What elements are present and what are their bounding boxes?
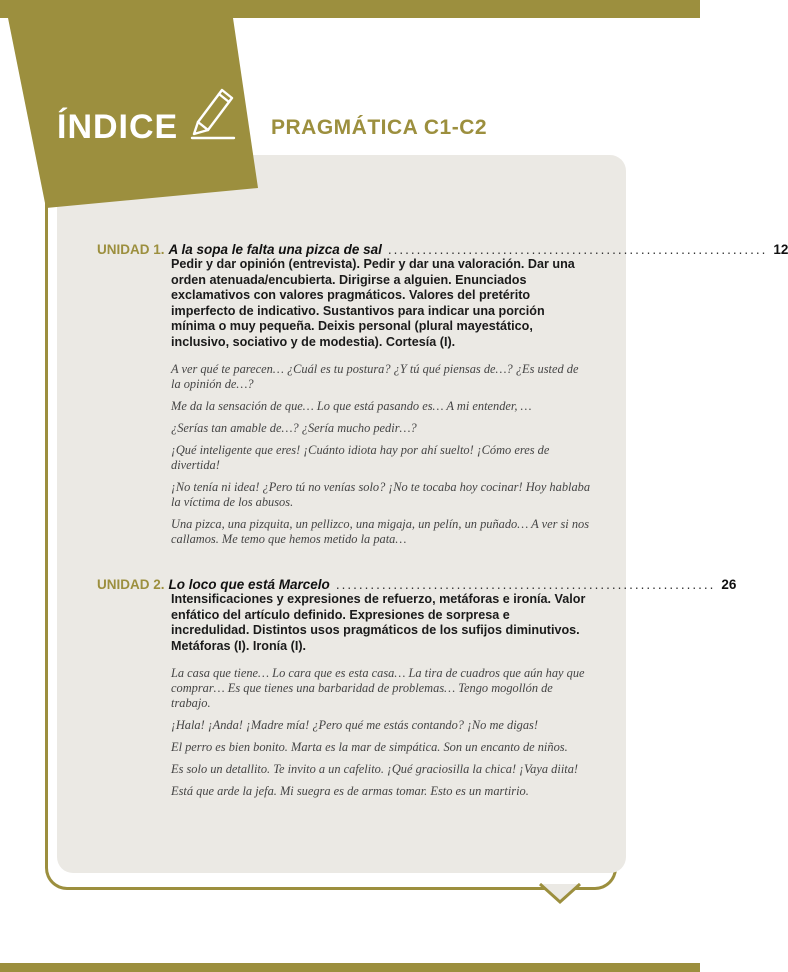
unit-1 xyxy=(97,242,788,554)
speech-bubble-tail xyxy=(540,884,580,910)
example-list xyxy=(171,362,591,547)
example-item: Está que arde la jefa. Mi suegra es de armas tomar. Esto es un martirio. xyxy=(171,784,529,798)
page-number: 26 xyxy=(721,577,737,592)
unit-label: UNIDAD 2. xyxy=(97,577,165,592)
unit-label: UNIDAD 1. xyxy=(97,242,165,257)
page-number: 12 xyxy=(773,242,788,257)
index-title: ÍNDICE xyxy=(57,108,179,146)
bottom-accent-bar xyxy=(0,963,700,972)
leader-dots: .................................................................. xyxy=(335,577,716,592)
example-item: Una pizca, una pizquita, un pellizco, una migaja, un pelín, un puñado… A ver si nos callamos. Me temo que hemos metido la pata… xyxy=(171,517,590,546)
unit-description: Intensificaciones y expresiones de refuerzo, metáforas e ironía. Valor enfático del artículo definido. Expresiones de sorpresa e incredulidad. Distintos usos pragmáticos de los sufijos diminutivos. Metáforas (I). Ironía (I). xyxy=(171,592,586,653)
unit-title: Lo loco que está Marcelo xyxy=(168,577,330,592)
example-item: La casa que tiene… Lo cara que es esta casa… La tira de cuadros que aún hay que comprar… Es que tienes una barbaridad de problemas… Tengo mogollón de trabajo. xyxy=(171,666,585,710)
unit-heading[interactable] xyxy=(97,242,788,257)
unit-description: Pedir y dar opinión (entrevista). Pedir y dar una valoración. Dar una orden atenuada/encubierta. Dirigirse a alguien. Enunciados exclamativos con valores pragmáticos. Valores del pretérito imperfecto de indicativo. Sustantivos para indicar una porción mínima o muy pequeña. Deixis personal (plural mayestático, inclusivo, sociativo y de modestia). Cortesía (I). xyxy=(171,257,575,349)
unit-2 xyxy=(97,577,737,806)
example-item: El perro es bien bonito. Marta es la mar de simpática. Son un encanto de niños. xyxy=(171,740,568,754)
top-accent-bar xyxy=(0,0,700,18)
pencil-icon xyxy=(190,88,236,140)
example-list xyxy=(171,666,591,799)
leader-dots: .................................................................. xyxy=(387,242,768,257)
example-item: Me da la sensación de que… Lo que está pasando es… A mi entender, … xyxy=(171,399,532,413)
book-title: PRAGMÁTICA C1-C2 xyxy=(271,116,488,139)
unit-heading[interactable] xyxy=(97,577,737,592)
example-item: ¡Hala! ¡Anda! ¡Madre mía! ¿Pero qué me estás contando? ¡No me digas! xyxy=(171,718,538,732)
example-item: Es solo un detallito. Te invito a un cafelito. ¡Qué graciosilla la chica! ¡Vaya diita! xyxy=(171,762,579,776)
example-item: ¡Qué inteligente que eres! ¡Cuánto idiota hay por ahí suelto! ¡Cómo eres de divertida! xyxy=(171,443,550,472)
unit-title: A la sopa le falta una pizca de sal xyxy=(168,242,382,257)
example-item: ¿Serías tan amable de…? ¿Sería mucho pedir…? xyxy=(171,421,417,435)
example-item: ¡No tenía ni idea! ¿Pero tú no venías solo? ¡No te tocaba hoy cocinar! Hoy hablaba la víctima de los abusos. xyxy=(171,480,591,509)
example-item: A ver qué te parecen… ¿Cuál es tu postura? ¿Y tú qué piensas de…? ¿Es usted de la opinión de…? xyxy=(171,362,579,391)
